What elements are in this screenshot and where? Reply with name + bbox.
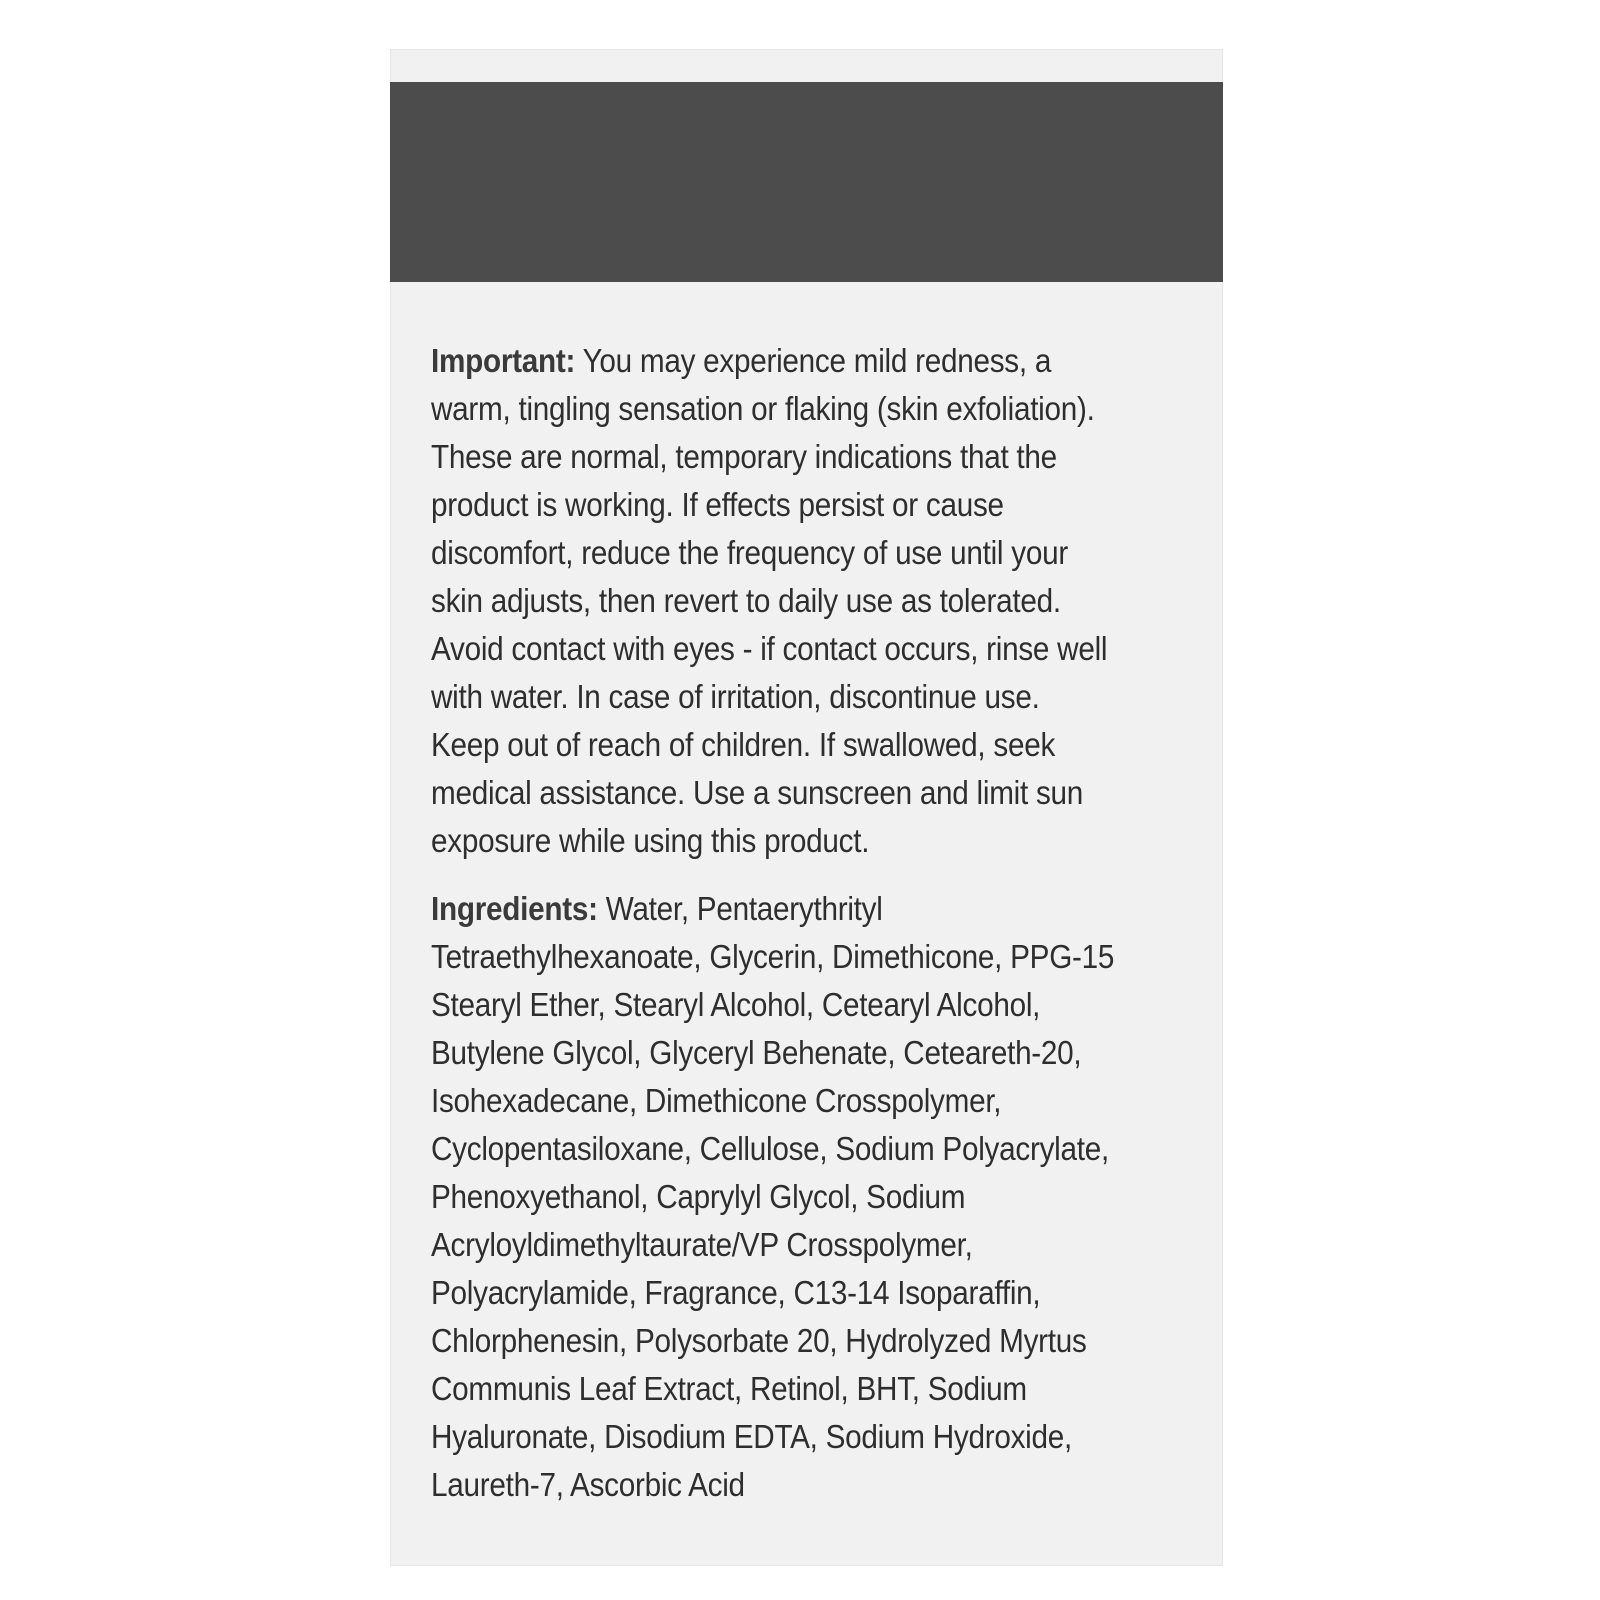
warning-line: Keep out of reach of children. If swallowed, seek bbox=[431, 726, 1056, 763]
warning-label: Important: bbox=[431, 342, 576, 379]
ingredients-line: Cyclopentasiloxane, Cellulose, Sodium Polyacrylate, bbox=[431, 1130, 1109, 1167]
warning-line: warm, tingling sensation or flaking (skin exfoliation). bbox=[431, 390, 1095, 427]
ingredients-line: Communis Leaf Extract, Retinol, BHT, Sodium bbox=[431, 1370, 1027, 1407]
ingredients-line: Butylene Glycol, Glyceryl Behenate, Ceteareth-20, bbox=[431, 1034, 1082, 1071]
ingredients-line: Polyacrylamide, Fragrance, C13-14 Isoparaffin, bbox=[431, 1274, 1041, 1311]
header-band bbox=[390, 82, 1223, 282]
ingredients-line-text: Water, Pentaerythrityl bbox=[597, 890, 883, 927]
warning-line-text: You may experience mild redness, a bbox=[575, 342, 1052, 379]
warning-line bbox=[431, 337, 1124, 385]
ingredients-line: Stearyl Ether, Stearyl Alcohol, Cetearyl Alcohol, bbox=[431, 986, 1041, 1023]
ingredients-line: Isohexadecane, Dimethicone Crosspolymer, bbox=[431, 1082, 1002, 1119]
ingredients-line: Acryloyldimethyltaurate/VP Crosspolymer, bbox=[431, 1226, 973, 1263]
warning-line: These are normal, temporary indications that the bbox=[431, 438, 1057, 475]
ingredients-line: Hyaluronate, Disodium EDTA, Sodium Hydroxide, bbox=[431, 1418, 1072, 1455]
warning-line: Avoid contact with eyes - if contact occurs, rinse well bbox=[431, 630, 1108, 667]
ingredients-line: Phenoxyethanol, Caprylyl Glycol, Sodium bbox=[431, 1178, 966, 1215]
ingredients-text bbox=[431, 885, 1124, 1509]
warning-line: with water. In case of irritation, discontinue use. bbox=[431, 678, 1040, 715]
warning-line: medical assistance. Use a sunscreen and limit sun bbox=[431, 774, 1084, 811]
ingredients-line: Chlorphenesin, Polysorbate 20, Hydrolyzed Myrtus bbox=[431, 1322, 1087, 1359]
ingredients-label: Ingredients: bbox=[431, 890, 598, 927]
warning-line: exposure while using this product. bbox=[431, 822, 870, 859]
warning-line: product is working. If effects persist or cause bbox=[431, 486, 1004, 523]
ingredients-line: Tetraethylhexanoate, Glycerin, Dimethicone, PPG-15 bbox=[431, 938, 1115, 975]
ingredients-line bbox=[431, 885, 1124, 933]
warning-line: skin adjusts, then revert to daily use as tolerated. bbox=[431, 582, 1061, 619]
warning-line: discomfort, reduce the frequency of use until your bbox=[431, 534, 1068, 571]
ingredients-line: Laureth-7, Ascorbic Acid bbox=[431, 1466, 745, 1503]
warning-text bbox=[431, 337, 1124, 865]
